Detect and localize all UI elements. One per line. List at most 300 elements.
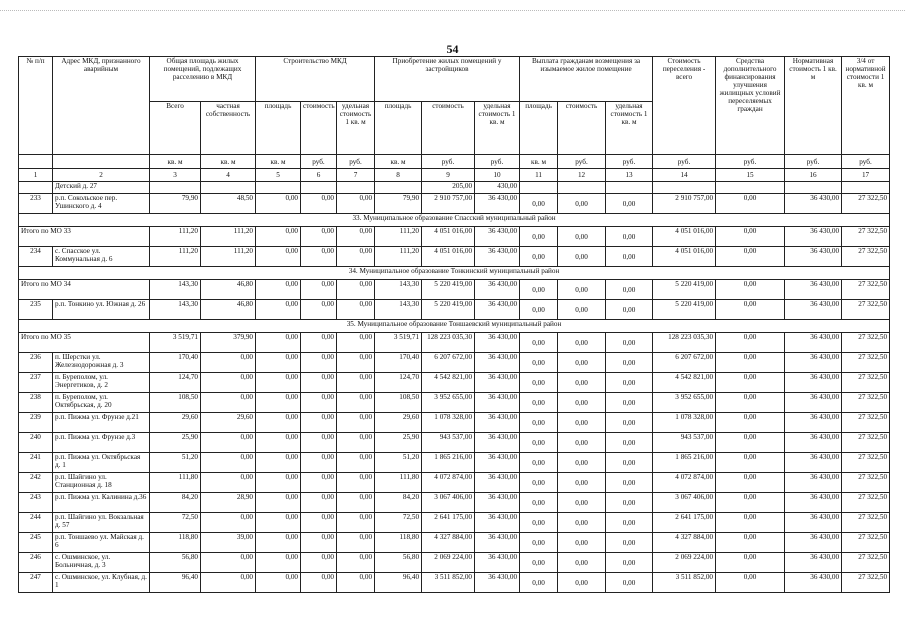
unit-cell-empty	[53, 155, 150, 169]
table-cell: 27 322,50	[842, 413, 890, 433]
page-number: 54	[446, 42, 459, 56]
unit-cell: руб.	[842, 155, 890, 169]
table-cell: 108,50	[375, 393, 422, 413]
table-cell: 0,00	[520, 194, 558, 214]
table-row	[19, 247, 890, 267]
address-cell: р.п. Сокольское пер. Ушинского д. 4	[53, 194, 150, 214]
table-cell: 0,00	[337, 553, 375, 573]
table-cell: 4 542 821,00	[422, 373, 475, 393]
table-cell: 0,00	[558, 300, 606, 320]
table-cell: 0,00	[606, 533, 653, 553]
table-cell: 0,00	[337, 493, 375, 513]
table-cell	[653, 182, 716, 194]
table-cell: 111,20	[375, 227, 422, 247]
table-cell: 0,00	[606, 493, 653, 513]
table-cell: 0,00	[201, 393, 256, 413]
table-cell: 0,00	[520, 333, 558, 353]
table-cell: 0,00	[337, 533, 375, 553]
address-cell: р.п. Тонкино ул. Южная д. 26	[53, 300, 150, 320]
table-cell: 0,00	[716, 573, 785, 593]
table-cell: 0,00	[558, 513, 606, 533]
table-cell: 36 430,00	[785, 280, 842, 300]
table-cell: 0,00	[716, 513, 785, 533]
table-cell: 36 430,00	[785, 553, 842, 573]
table-cell: 3 067 406,00	[653, 493, 716, 513]
table-cell	[520, 182, 558, 194]
unit-cell: руб.	[475, 155, 520, 169]
row-number: 244	[19, 513, 53, 533]
table-cell: 0,00	[520, 300, 558, 320]
table-cell: 111,80	[375, 473, 422, 493]
table-cell: 36 430,00	[785, 473, 842, 493]
table-cell: 72,50	[375, 513, 422, 533]
subheader-area: площадь	[375, 102, 422, 155]
column-number: 2	[53, 169, 150, 182]
table-cell: 0,00	[520, 473, 558, 493]
table-cell: 36 430,00	[785, 513, 842, 533]
table-cell: 27 322,50	[842, 453, 890, 473]
section-header-row	[19, 214, 890, 227]
table-cell: 36 430,00	[785, 433, 842, 453]
table-cell: 0,00	[301, 533, 337, 553]
table-cell: 0,00	[716, 227, 785, 247]
row-number: 241	[19, 453, 53, 473]
table-cell: 0,00	[558, 333, 606, 353]
table-cell: 6 207 672,00	[653, 353, 716, 373]
table-cell: 27 322,50	[842, 300, 890, 320]
table-cell: 29,60	[150, 413, 201, 433]
subheader-cost: стоимость	[422, 102, 475, 155]
table-cell: 0,00	[256, 413, 301, 433]
table-cell: 56,80	[150, 553, 201, 573]
table-cell: 0,00	[301, 413, 337, 433]
address-cell: с. Ошминское, ул. Клубная, д. 1	[53, 573, 150, 593]
unit-cell: руб.	[653, 155, 716, 169]
table-cell: 2 069 224,00	[653, 553, 716, 573]
table-cell: 1 078 328,00	[653, 413, 716, 433]
table-cell: 111,20	[150, 227, 201, 247]
table-cell: 2 910 757,00	[653, 194, 716, 214]
table-cell: 143,30	[150, 280, 201, 300]
table-cell: 143,30	[375, 280, 422, 300]
table-cell	[606, 182, 653, 194]
header-no: № п/п	[19, 57, 53, 155]
table-cell: 0,00	[606, 473, 653, 493]
table-cell: 0,00	[558, 533, 606, 553]
table-cell: 0,00	[558, 194, 606, 214]
row-number: 235	[19, 300, 53, 320]
row-number: 237	[19, 373, 53, 393]
table-cell	[301, 182, 337, 194]
table-cell: 0,00	[337, 513, 375, 533]
table-cell: 0,00	[256, 393, 301, 413]
unit-cell: кв. м	[375, 155, 422, 169]
address-cell: Детский д. 27	[53, 182, 150, 194]
table-cell: 0,00	[256, 194, 301, 214]
table-cell: 4 051 016,00	[422, 247, 475, 267]
row-number: 238	[19, 393, 53, 413]
address-cell: с. Ошминское, ул. Больничная, д. 3	[53, 553, 150, 573]
table-cell: 0,00	[606, 453, 653, 473]
table-cell: 36 430,00	[475, 227, 520, 247]
table-cell: 0,00	[256, 533, 301, 553]
table-cell: 124,70	[150, 373, 201, 393]
row-number: 233	[19, 194, 53, 214]
table-cell: 0,00	[716, 353, 785, 373]
table-cell: 0,00	[337, 473, 375, 493]
table-cell: 27 322,50	[842, 493, 890, 513]
table-cell: 0,00	[716, 300, 785, 320]
table-cell: 36 430,00	[475, 413, 520, 433]
table-cell: 36 430,00	[785, 453, 842, 473]
table-cell: 0,00	[256, 333, 301, 353]
address-cell: р.п. Пижма ул. Фрунзе д.3	[53, 433, 150, 453]
subtotal-row	[19, 333, 890, 353]
table-row	[19, 194, 890, 214]
table-cell: 3 511 852,00	[653, 573, 716, 593]
table-cell: 56,80	[375, 553, 422, 573]
table-row	[19, 473, 890, 493]
table-cell: 36 430,00	[785, 393, 842, 413]
table-cell: 0,00	[606, 300, 653, 320]
table-cell: 3 952 655,00	[653, 393, 716, 413]
table-cell: 27 322,50	[842, 393, 890, 413]
table-cell: 28,90	[201, 493, 256, 513]
table-cell: 27 322,50	[842, 513, 890, 533]
table-cell: 36 430,00	[475, 247, 520, 267]
table-cell: 36 430,00	[475, 333, 520, 353]
header-payment: Выплата гражданам возмещения за изымаемое жилое помещение	[520, 57, 653, 102]
table-cell: 0,00	[520, 413, 558, 433]
table-cell: 143,30	[150, 300, 201, 320]
subheader-area: площадь	[256, 102, 301, 155]
table-cell: 36 430,00	[475, 533, 520, 553]
table-cell: 39,00	[201, 533, 256, 553]
column-number: 5	[256, 169, 301, 182]
table-cell: 0,00	[558, 353, 606, 373]
table-cell: 0,00	[256, 280, 301, 300]
table-cell: 27 322,50	[842, 533, 890, 553]
column-number: 6	[301, 169, 337, 182]
table-cell	[716, 182, 785, 194]
table-cell	[256, 182, 301, 194]
table-cell: 0,00	[256, 553, 301, 573]
address-cell: п. Шерстки ул. Железнодорожная д. 3	[53, 353, 150, 373]
table-cell: 0,00	[558, 453, 606, 473]
table-cell: 0,00	[337, 373, 375, 393]
table-cell: 0,00	[201, 373, 256, 393]
table-cell: 4 327 884,00	[422, 533, 475, 553]
table-cell: 0,00	[558, 433, 606, 453]
table-cell: 0,00	[301, 280, 337, 300]
table-cell: 27 322,50	[842, 433, 890, 453]
subheader-private: частная собственность	[201, 102, 256, 155]
section-title: 35. Муниципальное образование Тоншаевский муниципальный район	[19, 320, 890, 333]
table-row	[19, 433, 890, 453]
table-cell: 0,00	[337, 573, 375, 593]
column-number: 16	[785, 169, 842, 182]
table-cell: 36 430,00	[785, 247, 842, 267]
unit-cell: руб.	[301, 155, 337, 169]
subtotal-label: Итого по МО 33	[19, 227, 150, 247]
section-title: 34. Муниципальное образование Тонкинский муниципальный район	[19, 267, 890, 280]
header-total-area: Общая площадь жилых помещений, подлежащих расселению в МКД	[150, 57, 256, 102]
table-cell: 2 910 757,00	[422, 194, 475, 214]
table-cell: 0,00	[520, 513, 558, 533]
table-cell: 0,00	[606, 513, 653, 533]
table-cell	[842, 182, 890, 194]
table-cell: 118,80	[150, 533, 201, 553]
table-cell: 79,90	[150, 194, 201, 214]
subheader-total: Всего	[150, 102, 201, 155]
table-cell: 0,00	[606, 194, 653, 214]
table-cell: 0,00	[301, 573, 337, 593]
unit-cell: руб.	[558, 155, 606, 169]
table-cell: 0,00	[301, 453, 337, 473]
subtotal-row	[19, 227, 890, 247]
table-cell: 0,00	[301, 300, 337, 320]
table-cell: 0,00	[201, 473, 256, 493]
table-cell: 0,00	[337, 433, 375, 453]
table-cell: 96,40	[375, 573, 422, 593]
table-cell: 0,00	[520, 493, 558, 513]
table-row	[19, 533, 890, 553]
table-cell: 4 051 016,00	[422, 227, 475, 247]
table-cell: 0,00	[337, 353, 375, 373]
table-cell: 0,00	[716, 194, 785, 214]
table-cell: 0,00	[716, 280, 785, 300]
table-cell: 27 322,50	[842, 194, 890, 214]
header-cost-total: Стоимость переселения - всего	[653, 57, 716, 155]
address-cell: р.п. Тоншаево ул. Майская д. 6	[53, 533, 150, 553]
table-cell: 4 072 874,00	[422, 473, 475, 493]
table-cell: 36 430,00	[475, 280, 520, 300]
table-cell: 3 519,71	[375, 333, 422, 353]
header-construction: Строительство МКД	[256, 57, 375, 102]
table-cell: 36 430,00	[785, 194, 842, 214]
units-row	[19, 155, 890, 169]
table-cell: 943 537,00	[653, 433, 716, 453]
table-cell: 0,00	[716, 553, 785, 573]
table-cell	[558, 182, 606, 194]
table-cell	[375, 182, 422, 194]
table-cell: 0,00	[256, 247, 301, 267]
table-cell: 27 322,50	[842, 247, 890, 267]
table-cell: 111,20	[201, 227, 256, 247]
table-cell: 2 641 175,00	[422, 513, 475, 533]
table-cell: 36 430,00	[785, 227, 842, 247]
section-title: 33. Муниципальное образование Спасский муниципальный район	[19, 214, 890, 227]
header-address: Адрес МКД, признанного аварийным	[53, 57, 150, 155]
table-cell: 0,00	[301, 393, 337, 413]
row-number: 239	[19, 413, 53, 433]
table-cell: 3 519,71	[150, 333, 201, 353]
header-three-quarter: 3/4 от нормативной стоимости 1 кв. м	[842, 57, 890, 155]
table-cell: 0,00	[606, 333, 653, 353]
unit-cell: руб.	[785, 155, 842, 169]
table-cell	[337, 182, 375, 194]
table-cell: 36 430,00	[475, 453, 520, 473]
table-cell: 2 641 175,00	[653, 513, 716, 533]
table-cell: 0,00	[337, 333, 375, 353]
table-cell: 0,00	[337, 247, 375, 267]
table-cell: 0,00	[558, 573, 606, 593]
table-cell: 205,00	[422, 182, 475, 194]
table-cell: 430,00	[475, 182, 520, 194]
table-cell: 0,00	[301, 194, 337, 214]
table-cell: 36 430,00	[785, 353, 842, 373]
table-cell: 3 067 406,00	[422, 493, 475, 513]
table-cell: 0,00	[337, 453, 375, 473]
header-additional-funds: Средства дополнительного финансирования улучшения жилищных условий переселяемых граждан	[716, 57, 785, 155]
table-row	[19, 453, 890, 473]
table-cell: 0,00	[606, 353, 653, 373]
table-cell: 4 327 884,00	[653, 533, 716, 553]
table-cell: 0,00	[301, 353, 337, 373]
address-cell: р.п. Шайгино ул. Станционная д. 18	[53, 473, 150, 493]
table-row	[19, 300, 890, 320]
column-number: 7	[337, 169, 375, 182]
table-cell: 0,00	[520, 227, 558, 247]
header-row-1	[19, 57, 890, 102]
table-cell: 0,00	[716, 493, 785, 513]
table-cell	[785, 182, 842, 194]
table-cell: 0,00	[301, 473, 337, 493]
table-cell: 108,50	[150, 393, 201, 413]
table-cell: 0,00	[256, 513, 301, 533]
table-cell: 0,00	[558, 413, 606, 433]
table-cell: 36 430,00	[475, 393, 520, 413]
table-cell: 84,20	[375, 493, 422, 513]
table-cell: 0,00	[558, 227, 606, 247]
table-cell: 111,80	[150, 473, 201, 493]
table-cell: 118,80	[375, 533, 422, 553]
table-cell: 943 537,00	[422, 433, 475, 453]
table-cell: 0,00	[716, 333, 785, 353]
table-cell: 128 223 035,30	[422, 333, 475, 353]
column-number: 11	[520, 169, 558, 182]
table-cell: 379,90	[201, 333, 256, 353]
table-cell: 0,00	[716, 247, 785, 267]
table-cell: 0,00	[558, 493, 606, 513]
subtotal-label: Итого по МО 35	[19, 333, 150, 353]
table-cell: 1 078 328,00	[422, 413, 475, 433]
table-cell: 0,00	[606, 393, 653, 413]
row-number: 234	[19, 247, 53, 267]
table-cell: 36 430,00	[475, 373, 520, 393]
table-cell: 27 322,50	[842, 280, 890, 300]
subheader-area: площадь	[520, 102, 558, 155]
table-cell: 0,00	[520, 573, 558, 593]
table-cell: 0,00	[606, 433, 653, 453]
table-cell: 27 322,50	[842, 473, 890, 493]
table-cell: 1 865 216,00	[422, 453, 475, 473]
table-cell: 5 220 419,00	[653, 300, 716, 320]
table-cell: 143,30	[375, 300, 422, 320]
table-cell: 0,00	[520, 247, 558, 267]
table-cell: 0,00	[337, 413, 375, 433]
table-cell: 25,90	[150, 433, 201, 453]
table-cell: 0,00	[301, 493, 337, 513]
table-cell: 0,00	[256, 573, 301, 593]
table-cell: 3 511 852,00	[422, 573, 475, 593]
table-cell: 3 952 655,00	[422, 393, 475, 413]
resettlement-table	[18, 56, 890, 593]
table-cell: 111,20	[375, 247, 422, 267]
table-cell: 0,00	[716, 433, 785, 453]
table-cell: 0,00	[606, 413, 653, 433]
table-cell: 0,00	[337, 194, 375, 214]
table-cell: 4 051 016,00	[653, 247, 716, 267]
table-cell: 1 865 216,00	[653, 453, 716, 473]
table-cell: 0,00	[606, 373, 653, 393]
table-cell: 84,20	[150, 493, 201, 513]
table-cell: 0,00	[256, 373, 301, 393]
row-number: 240	[19, 433, 53, 453]
table-row	[19, 493, 890, 513]
table-cell: 0,00	[606, 247, 653, 267]
table-cell: 72,50	[150, 513, 201, 533]
table-cell: 0,00	[716, 393, 785, 413]
unit-cell: кв. м	[150, 155, 201, 169]
table-cell: 0,00	[301, 227, 337, 247]
table-cell: 0,00	[606, 280, 653, 300]
table-cell: 0,00	[256, 493, 301, 513]
column-number: 8	[375, 169, 422, 182]
table-cell: 0,00	[201, 573, 256, 593]
row-number: 242	[19, 473, 53, 493]
table-cell: 0,00	[256, 353, 301, 373]
table-cell: 0,00	[256, 433, 301, 453]
table-cell: 25,90	[375, 433, 422, 453]
column-number: 9	[422, 169, 475, 182]
table-cell: 46,80	[201, 300, 256, 320]
row-number: 243	[19, 493, 53, 513]
row-number: 236	[19, 353, 53, 373]
table-cell: 0,00	[256, 473, 301, 493]
table-cell: 170,40	[150, 353, 201, 373]
table-cell: 0,00	[606, 573, 653, 593]
table-row	[19, 182, 890, 194]
table-row	[19, 373, 890, 393]
subheader-unit-cost: удельная стоимость 1 кв. м	[475, 102, 520, 155]
row-number: 247	[19, 573, 53, 593]
table-cell: 36 430,00	[475, 493, 520, 513]
table-cell: 0,00	[256, 453, 301, 473]
table-cell: 0,00	[558, 280, 606, 300]
subtotal-label: Итого по МО 34	[19, 280, 150, 300]
table-cell: 0,00	[558, 473, 606, 493]
column-number: 10	[475, 169, 520, 182]
row-number	[19, 182, 53, 194]
address-cell: р.п. Пижма ул. Фрунзе д.21	[53, 413, 150, 433]
address-cell: с. Спасское ул. Коммунальная д. 6	[53, 247, 150, 267]
table-cell: 36 430,00	[785, 493, 842, 513]
table-cell: 5 220 419,00	[422, 280, 475, 300]
table-cell: 0,00	[716, 453, 785, 473]
table-cell: 36 430,00	[475, 513, 520, 533]
unit-cell: кв. м	[520, 155, 558, 169]
table-cell: 0,00	[337, 227, 375, 247]
unit-cell: руб.	[716, 155, 785, 169]
scan-edge	[0, 0, 905, 11]
table-cell: 36 430,00	[475, 433, 520, 453]
column-number: 12	[558, 169, 606, 182]
table-cell: 48,50	[201, 194, 256, 214]
table-cell: 0,00	[201, 433, 256, 453]
table-row	[19, 573, 890, 593]
table-cell: 6 207 672,00	[422, 353, 475, 373]
